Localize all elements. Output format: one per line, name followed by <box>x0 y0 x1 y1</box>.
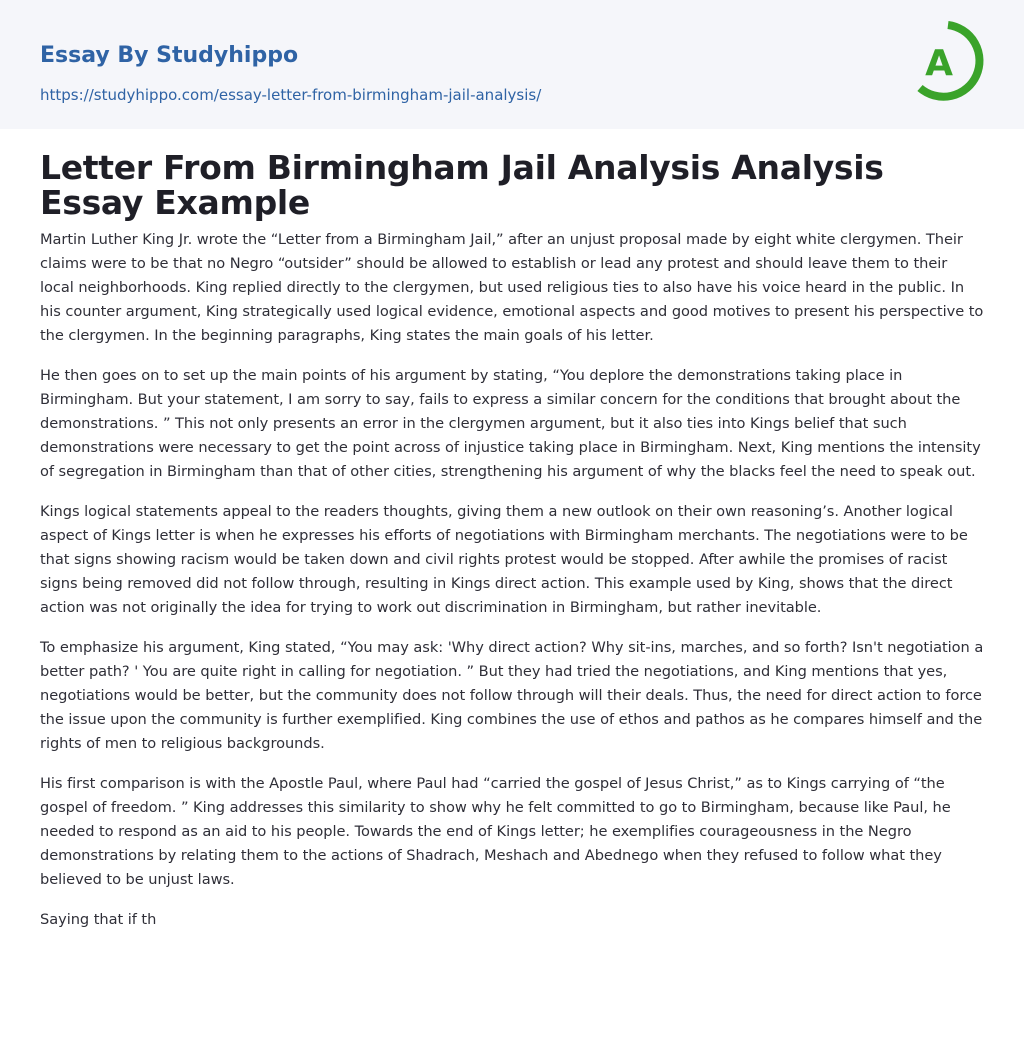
essay-paragraph: To emphasize his argument, King stated, “You may ask: 'Why direct action? Why sit-ins, marches, and so forth? Isn't negotiation a better path? ' You are quite right in calling for negotiation. ” But they had tried the negotiations, and King mentions that yes, negotiations would be better, but the community does not follow through will their deals. Thus, the need for direct action to force the issue upon the community is further exemplified. King combines the use of ethos and pathos as he compares himself and the rights of men to religious backgrounds. <box>40 639 984 752</box>
studyhippo-logo[interactable] <box>912 19 986 105</box>
essay-paragraph: He then goes on to set up the main points of his argument by stating, “You deplore the demonstrations taking place in Birmingham. But your statement, I am sorry to say, fails to express a similar concern for the conditions that brought about the demonstrations. ” This not only presents an error in the clergymen argument, but it also ties into Kings belief that such demonstrations were necessary to get the point across of injustice taking place in Birmingham. Next, King mentions the intensity of segregation in Birmingham than that of other cities, strengthening his argument of why the blacks feel the need to speak out. <box>40 367 981 480</box>
site-header <box>0 0 1024 129</box>
essay-paragraph: Martin Luther King Jr. wrote the “Letter from a Birmingham Jail,” after an unjust proposal made by eight white clergymen. Their claims were to be that no Negro “outsider” should be allowed to establish or lead any protest and should leave them to their local neighborhoods. King replied directly to the clergymen, but used religious ties to also have his voice heard in the public. In his counter argument, King strategically used logical evidence, emotional aspects and good motives to present his perspective to the clergymen. In the beginning paragraphs, King states the main goals of his letter. <box>40 231 984 344</box>
site-title[interactable]: Essay By Studyhippo <box>40 43 299 68</box>
essay-paragraph: Kings logical statements appeal to the readers thoughts, giving them a new outlook on their own reasoning’s. Another logical aspect of Kings letter is when he expresses his efforts of negotiations with Birmingham merchants. The negotiations were to be that signs showing racism would be taken down and civil rights protest would be stopped. After awhile the promises of racist signs being removed did not follow through, resulting in Kings direct action. This example used by King, shows that the direct action was not originally the idea for trying to work out discrimination in Birmingham, but rather inevitable. <box>40 503 968 616</box>
essay-title: Letter From Birmingham Jail Analysis Analysis Essay Example <box>40 148 884 222</box>
essay-paragraph: His first comparison is with the Apostle Paul, where Paul had “carried the gospel of Jesus Christ,” as to Kings carrying of “the gospel of freedom. ” King addresses this similarity to show why he felt committed to go to Birmingham, because like Paul, he needed to respond as an aid to his people. Towards the end of Kings letter; he exemplifies courageousness in the Negro demonstrations by relating them to the actions of Shadrach, Meshach and Abednego when they refused to follow what they believed to be unjust laws. <box>40 775 951 888</box>
logo-ring-icon <box>912 19 986 105</box>
essay-url-link[interactable]: https://studyhippo.com/essay-letter-from-birmingham-jail-analysis/ <box>40 86 542 104</box>
essay-paragraph-truncated: Saying that if th <box>40 911 157 928</box>
essay-body <box>40 228 984 948</box>
logo-letter: A <box>925 43 953 84</box>
